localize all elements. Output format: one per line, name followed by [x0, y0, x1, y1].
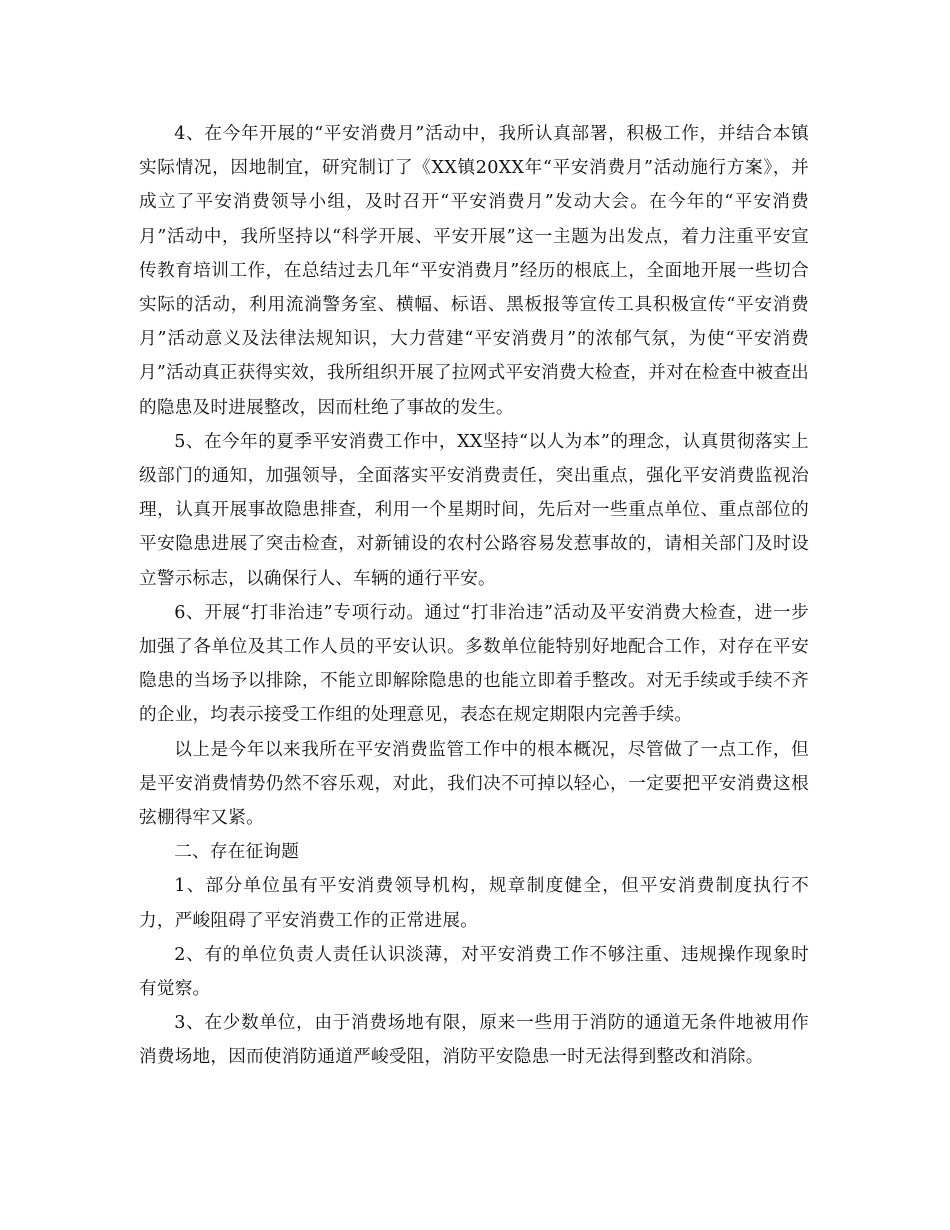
paragraph-issue-3: 3、在少数单位，由于消费场地有限，原来一些用于消防的通道无条件地被用作消费场地，因而使消防通道严峻受阻，消防平安隐患一时无法得到整改和消除。 [139, 1013, 809, 1068]
document-body [139, 117, 809, 1075]
paragraph-item-5: 5、在今年的夏季平安消费工作中，XX坚持“以人为本”的理念，认真贯彻落实上级部门的通知，加强领导，全面落实平安消费责任，突出重点，强化平安消费监视治理，认真开展事故隐患排查，利用一个星期时间，先后对一些重点单位、重点部位的平安隐患进展了突击检查，对新铺设的农村公路容易发惹事故的，请相关部门及时设立警示标志，以确保行人、车辆的通行平安。 [139, 431, 809, 589]
paragraph-issue-1: 1、部分单位虽有平安消费领导机构，规章制度健全，但平安消费制度执行不力，严峻阻碍了平安消费工作的正常进展。 [139, 876, 809, 931]
paragraph-issue-2: 2、有的单位负责人责任认识淡薄，对平安消费工作不够注重、违规操作现象时有觉察。 [139, 944, 809, 1000]
paragraph-item-4: 4、在今年开展的“平安消费月”活动中，我所认真部署，积极工作，并结合本镇实际情况，因地制宜，研究制订了《XX镇20XX年“平安消费月”活动施行方案》，并成立了平安消费领导小组，及时召开“平安消费月”发动大会。在今年的“平安消费月”活动中，我所坚持以“科学开展、平安开展”这一主题为出发点，着力注重平安宣传教育培训工作，在总结过去几年“平安消费月”经历的根底上，全面地开展一些切合实际的活动，利用流淌警务室、横幅、标语、黑板报等宣传工具积极宣传“平安消费月”活动意义及法律法规知识，大力营建“平安消费月”的浓郁气氛，为使“平安消费月”活动真正获得实效，我所组织开展了拉网式平安消费大检查，并对在检查中被查出的隐患及时进展整改，因而杜绝了事故的发生。 [139, 124, 809, 418]
paragraph-item-6: 6、开展“打非治违”专项行动。通过“打非治违”活动及平安消费大检查，进一步加强了各单位及其工作人员的平安认识。多数单位能特别好地配合工作，对存在平安隐患的当场予以排除，不能立即解除隐患的也能立即着手整改。对无手续或手续不齐的企业，均表示接受工作组的处理意见，表态在规定期限内完善手续。 [139, 602, 809, 726]
paragraph-summary: 以上是今年以来我所在平安消费监管工作中的根本概况，尽管做了一点工作，但是平安消费情势仍然不容乐观，对此，我们决不可掉以轻心，一定要把平安消费这根弦棚得牢又紧。 [139, 739, 809, 829]
section-heading-issues: 二、存在征询题 [174, 842, 300, 863]
